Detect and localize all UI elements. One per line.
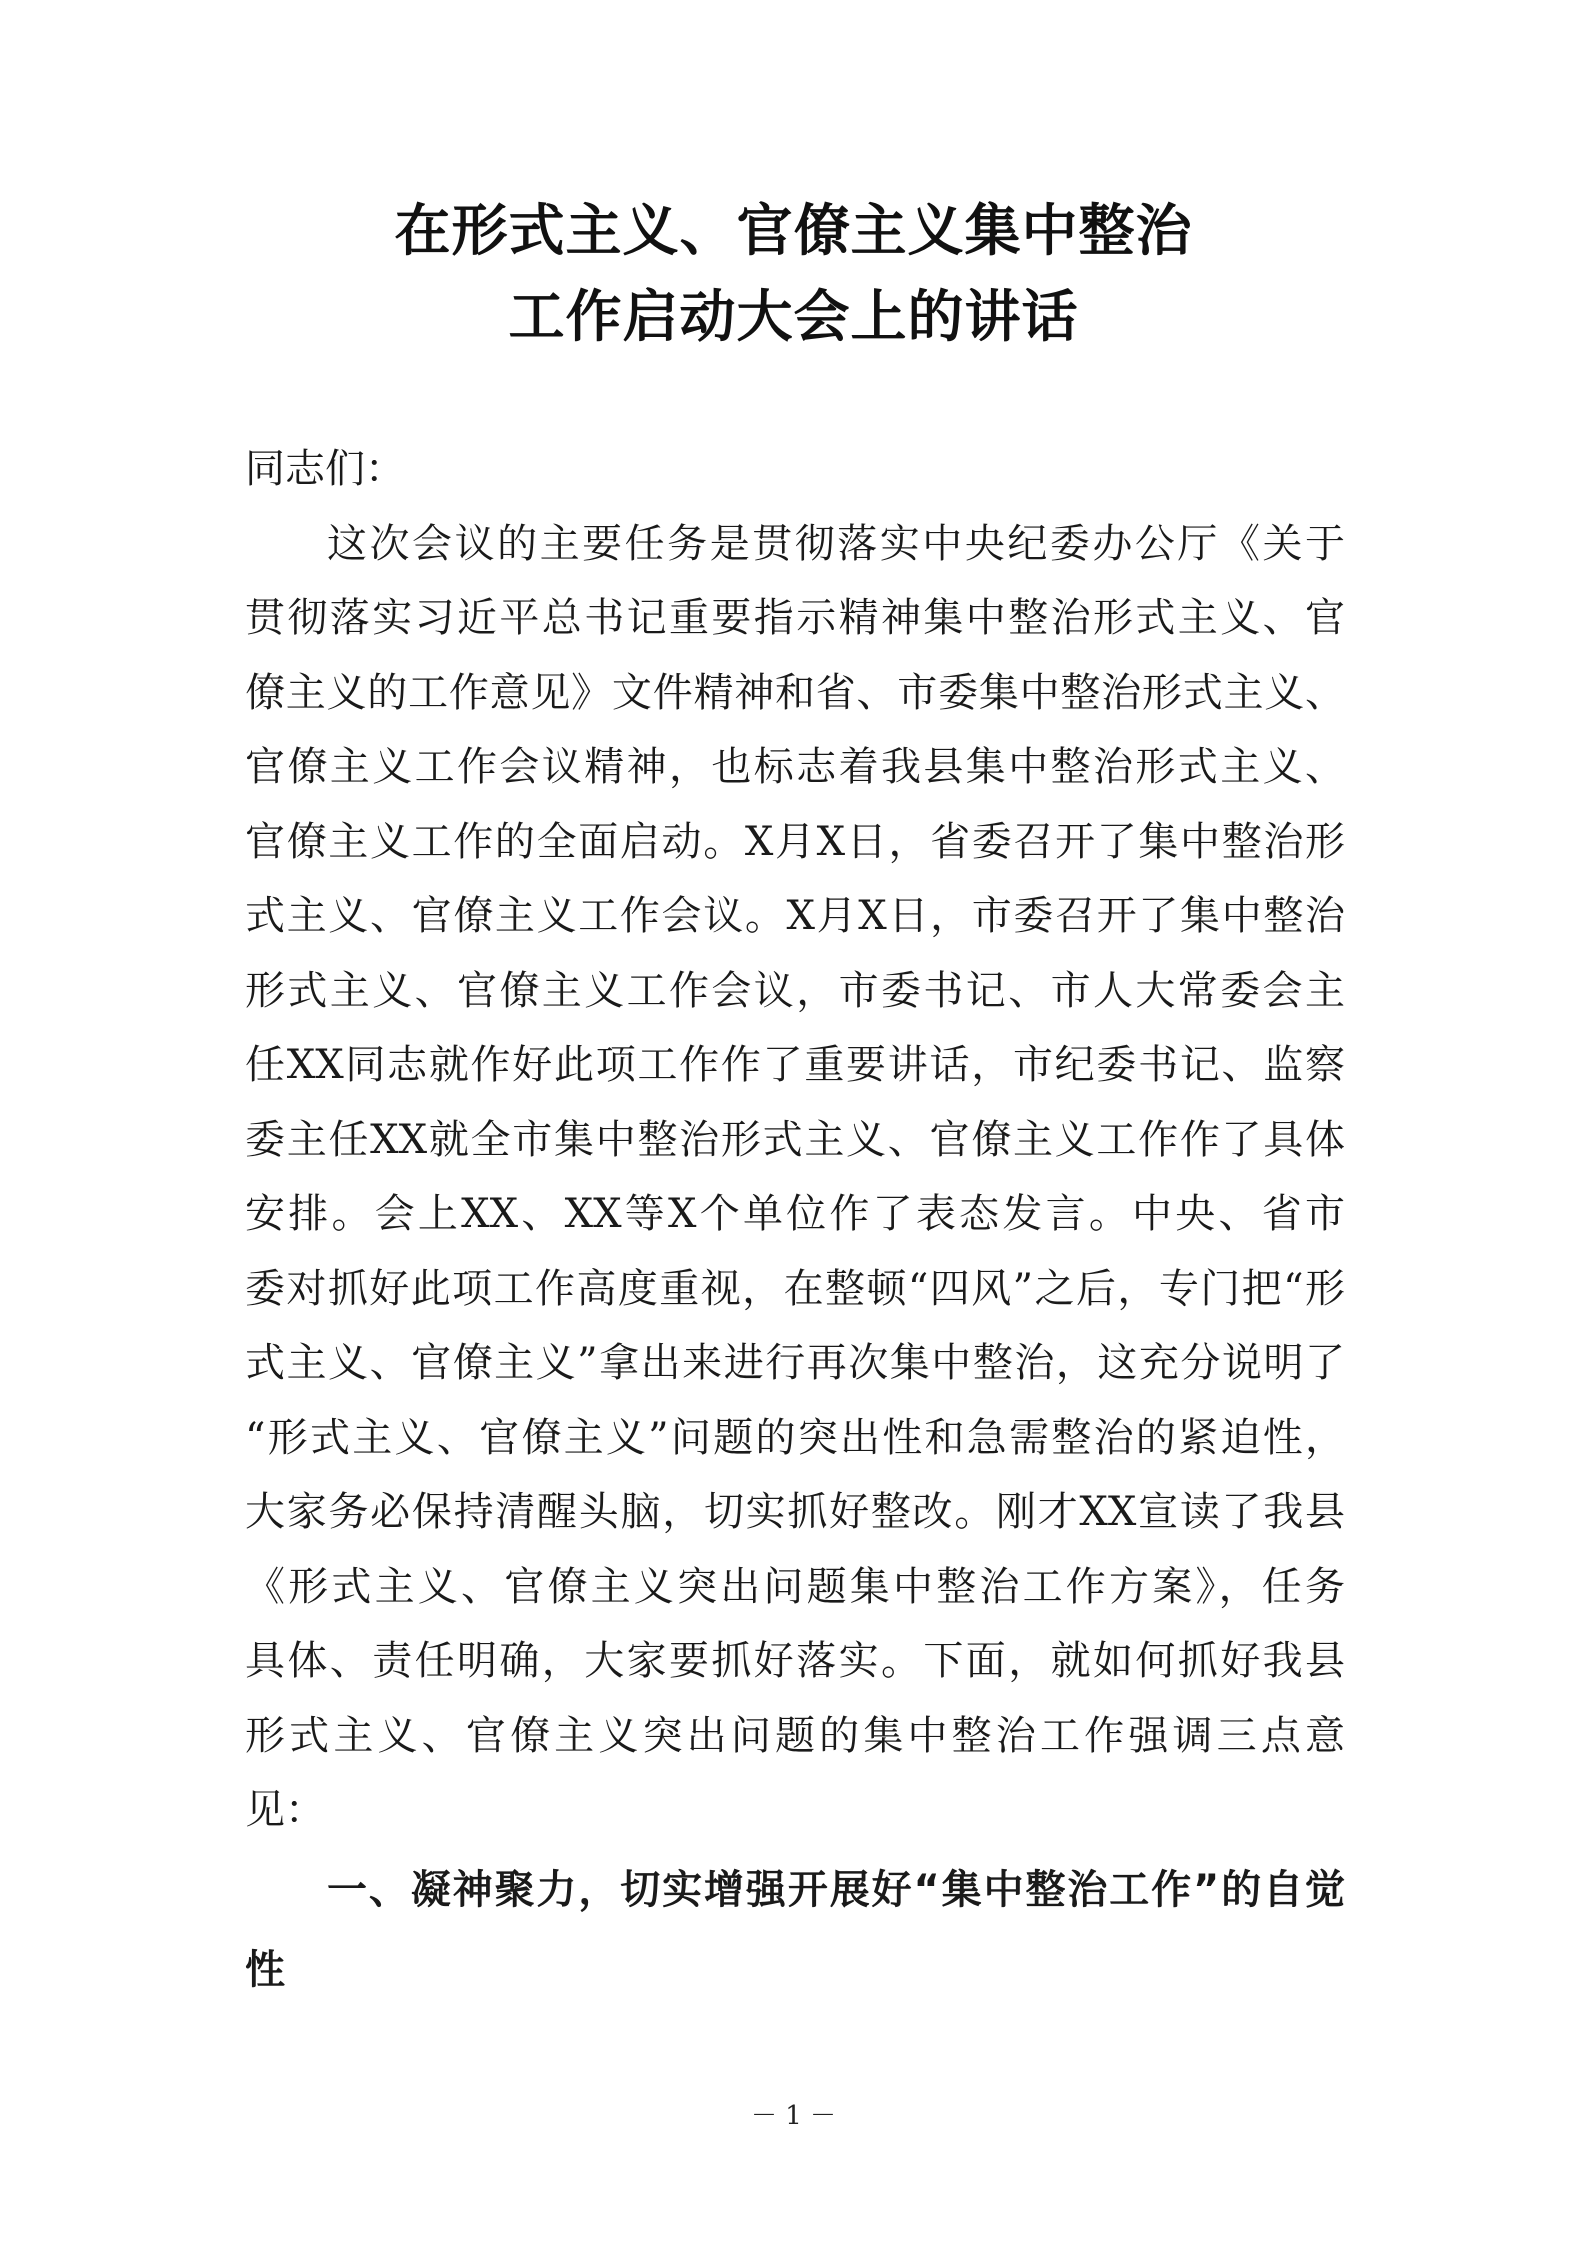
paragraph-line: 僚主义的工作意见》文件精神和省、市委集中整治形式主义、 [245,669,1345,716]
salutation: 同志们： [245,446,405,492]
heading-line: 性 [245,1946,285,1993]
paragraph-line: 官僚主义工作会议精神，也标志着我县集中整治形式主义、 [245,744,1345,790]
paragraph-line: 贯彻落实习近平总书记重要指示精神集中整治形式主义、官 [245,595,1345,641]
page-number: － 1 － [750,2101,837,2131]
paragraph-line: 式主义、官僚主义工作会议。X月X日，市委召开了集中整治 [245,893,1345,939]
title-line-2: 工作启动大会上的讲话 [508,284,1079,350]
document-title [200,188,1387,360]
paragraph-line: 安排。会上XX、XX等X个单位作了表态发言。中央、省市 [245,1191,1345,1237]
paragraph-line: 任XX同志就作好此项工作作了重要讲话，市纪委书记、监察 [245,1042,1345,1088]
paragraph-line: 这次会议的主要任务是贯彻落实中央纪委办公厅《关于 [327,520,1345,567]
paragraph-line: “形式主义、官僚主义”问题的突出性和急需整治的紧迫性， [245,1414,1345,1461]
paragraph-line: 官僚主义工作的全面启动。X月X日，省委召开了集中整治形 [245,818,1345,865]
paragraph-line: 具体、责任明确，大家要抓好落实。下面，就如何抓好我县 [245,1638,1345,1684]
paragraph-line: 见： [245,1787,325,1833]
title-line-1: 在形式主义、官僚主义集中整治 [394,198,1193,264]
paragraph-line: 委主任XX就全市集中整治形式主义、官僚主义工作作了具体 [245,1116,1345,1163]
paragraph-line: 《形式主义、官僚主义突出问题集中整治工作方案》，任务 [245,1563,1345,1610]
document-body [245,432,1345,2010]
paragraph-intro [245,507,1345,1848]
paragraph-line: 式主义、官僚主义”拿出来进行再次集中整治，这充分说明了 [245,1340,1345,1386]
paragraph-line: 形式主义、官僚主义工作会议，市委书记、市人大常委会主 [245,967,1345,1014]
section-heading-1 [245,1850,1345,2010]
heading-line: 一、凝神聚力，切实增强开展好“集中整治工作”的自觉 [327,1866,1345,1913]
paragraph-line: 形式主义、官僚主义突出问题的集中整治工作强调三点意 [245,1712,1345,1759]
paragraph-line: 委对抓好此项工作高度重视，在整顿“四风”之后，专门把“形 [245,1265,1345,1312]
paragraph-line: 大家务必保持清醒头脑，切实抓好整改。刚才XX宣读了我县 [245,1489,1345,1535]
